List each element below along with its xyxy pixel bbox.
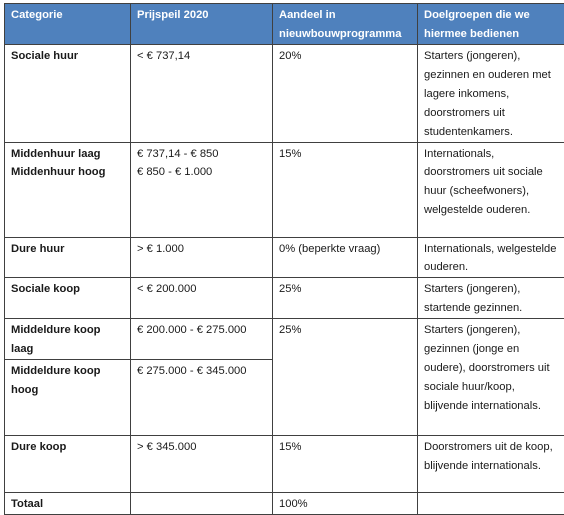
housing-table — [4, 3, 564, 515]
price-label: € 737,14 - € 850 — [137, 145, 266, 164]
target-cell: Doorstromers uit de koop, blijvende internationals. — [418, 435, 564, 492]
price-cell: € 275.000 - € 345.000 — [131, 359, 273, 435]
price-label: € 850 - € 1.000 — [137, 163, 266, 182]
table-row — [5, 435, 564, 492]
share-cell: 20% — [273, 45, 418, 143]
header-doelgroepen: Doelgroepen die we hiermee bedienen — [418, 4, 564, 45]
category-cell — [5, 142, 131, 237]
target-cell: Starters (jongeren), startende gezinnen. — [418, 278, 564, 319]
category-cell: Dure huur — [5, 237, 131, 278]
category-cell: Sociale huur — [5, 45, 131, 143]
target-cell: Starters (jongeren), gezinnen (jonge en oudere), doorstromers uit sociale huur/koop, blijvende internationals. — [418, 319, 564, 436]
price-cell: € 200.000 - € 275.000 — [131, 319, 273, 360]
category-label: Middenhuur hoog — [11, 163, 124, 182]
price-cell: < € 200.000 — [131, 278, 273, 319]
price-cell: > € 345.000 — [131, 435, 273, 492]
header-prijspeil: Prijspeil 2020 — [131, 4, 273, 45]
table-row — [5, 319, 564, 360]
category-cell: Sociale koop — [5, 278, 131, 319]
table-row-total — [5, 492, 564, 514]
target-cell — [418, 492, 564, 514]
category-cell: Middeldure koop laag — [5, 319, 131, 360]
table-row — [5, 237, 564, 278]
category-cell: Dure koop — [5, 435, 131, 492]
share-cell: 0% (beperkte vraag) — [273, 237, 418, 278]
price-cell: < € 737,14 — [131, 45, 273, 143]
share-cell: 100% — [273, 492, 418, 514]
table-row — [5, 278, 564, 319]
header-categorie: Categorie — [5, 4, 131, 45]
price-cell — [131, 492, 273, 514]
share-cell: 15% — [273, 142, 418, 237]
target-cell: Starters (jongeren), gezinnen en ouderen met lagere inkomens, doorstromers uit studentenkamers. — [418, 45, 564, 143]
header-aandeel: Aandeel in nieuwbouwprogramma — [273, 4, 418, 45]
target-cell: Internationals, doorstromers uit sociale huur (scheefwoners), welgestelde ouderen. — [418, 142, 564, 237]
target-cell: Internationals, welgestelde ouderen. — [418, 237, 564, 278]
table-header-row — [5, 4, 564, 45]
category-cell: Totaal — [5, 492, 131, 514]
category-label: Middenhuur laag — [11, 145, 124, 164]
share-cell: 25% — [273, 278, 418, 319]
table-row — [5, 142, 564, 237]
share-cell: 25% — [273, 319, 418, 436]
price-cell — [131, 142, 273, 237]
table-row — [5, 45, 564, 143]
category-cell: Middeldure koop hoog — [5, 359, 131, 435]
price-cell: > € 1.000 — [131, 237, 273, 278]
share-cell: 15% — [273, 435, 418, 492]
